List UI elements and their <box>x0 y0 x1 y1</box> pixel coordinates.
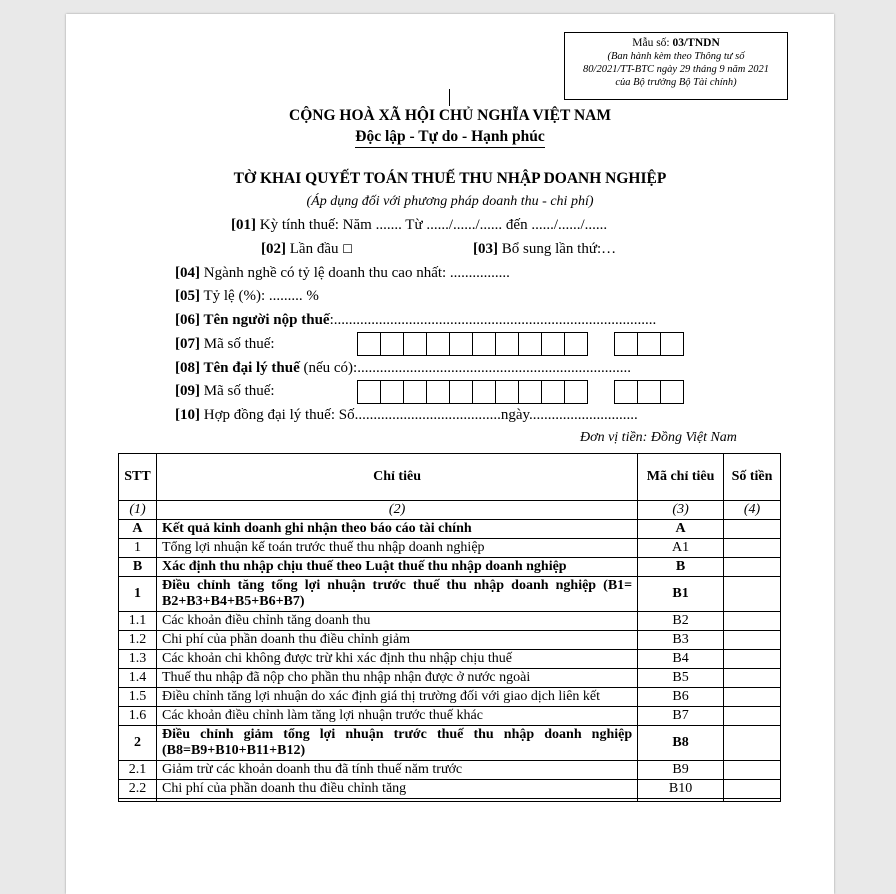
row-code: B <box>638 558 724 577</box>
text-cursor[interactable] <box>449 89 450 106</box>
header-indicator: Chỉ tiêu <box>156 454 637 501</box>
row-indicator: Xác định thu nhập chịu thuế theo Luật thuế thu nhập doanh nghiệp <box>156 558 637 577</box>
row-indicator <box>156 799 637 802</box>
table-row <box>119 612 781 631</box>
document-subtitle: (Áp dụng đối với phương pháp doanh thu - chi phí) <box>306 194 594 209</box>
row-indicator: Điều chỉnh tăng tổng lợi nhuận trước thuế thu nhập doanh nghiệp (B1= B2+B3+B4+B5+B6+B7) <box>156 577 637 612</box>
agent-tax-code-boxes-main[interactable] <box>358 380 588 404</box>
row-code: B4 <box>638 650 724 669</box>
field-06-taxpayer-name: [06] Tên người nộp thuế:...................................................................................... <box>175 312 657 328</box>
row-stt: 2.1 <box>119 761 157 780</box>
row-stt: 2.2 <box>119 780 157 799</box>
row-amount-input[interactable] <box>724 669 781 688</box>
field-03-supplement: [03] Bổ sung lần thứ:… <box>473 241 617 257</box>
table-row <box>119 650 781 669</box>
document-page <box>66 14 834 894</box>
document-title: TỜ KHAI QUYẾT TOÁN THUẾ THU NHẬP DOANH NGHIỆP <box>233 170 667 187</box>
table-numbering-row <box>119 501 781 520</box>
table-row <box>119 761 781 780</box>
field-07-tax-code: [07] Mã số thuế: <box>175 336 275 352</box>
numbering-stt: (1) <box>119 501 157 520</box>
row-amount-input[interactable] <box>724 688 781 707</box>
table-row <box>119 558 781 577</box>
table-row <box>119 631 781 650</box>
numbering-indicator: (2) <box>156 501 637 520</box>
row-amount-input[interactable] <box>724 612 781 631</box>
table-row <box>119 669 781 688</box>
row-code: B5 <box>638 669 724 688</box>
row-amount-input[interactable] <box>724 726 781 761</box>
row-code <box>638 799 724 802</box>
agent-tax-code-boxes-branch[interactable] <box>615 380 684 404</box>
field-01-tax-period: [01] Kỳ tính thuế: Năm ....... Từ ....../....../...... đến ....../....../...... <box>231 217 608 233</box>
row-code: A <box>638 520 724 539</box>
form-note-line-3: của Bộ trưởng Bộ Tài chính) <box>615 77 737 88</box>
row-indicator: Chi phí của phần doanh thu điều chỉnh tăng <box>156 780 637 799</box>
row-amount-input[interactable] <box>724 780 781 799</box>
tax-code-boxes-branch[interactable] <box>615 332 684 356</box>
header-amount: Số tiền <box>724 454 781 501</box>
row-stt: 1.6 <box>119 707 157 726</box>
row-code: B6 <box>638 688 724 707</box>
row-stt: 1 <box>119 539 157 558</box>
row-amount-input[interactable] <box>724 577 781 612</box>
row-indicator: Các khoản điều chỉnh làm tăng lợi nhuận trước thuế khác <box>156 707 637 726</box>
row-stt: B <box>119 558 157 577</box>
row-stt: 1.3 <box>119 650 157 669</box>
row-amount-input[interactable] <box>724 539 781 558</box>
numbering-code: (3) <box>638 501 724 520</box>
row-amount-input[interactable] <box>724 799 781 802</box>
table-row <box>119 539 781 558</box>
row-amount-input[interactable] <box>724 558 781 577</box>
row-amount-input[interactable] <box>724 761 781 780</box>
field-08-agent-name: [08] Tên đại lý thuế (nếu có):......................................................................... <box>175 360 631 376</box>
settlement-table <box>118 453 781 802</box>
currency-unit: Đơn vị tiền: Đồng Việt Nam <box>580 430 737 445</box>
row-stt: 1 <box>119 577 157 612</box>
header-code: Mã chỉ tiêu <box>638 454 724 501</box>
form-code-box <box>564 32 788 100</box>
first-time-checkbox[interactable]: ☐ <box>342 242 353 256</box>
table-row <box>119 707 781 726</box>
table-row <box>119 520 781 539</box>
tax-code-boxes-main[interactable] <box>358 332 588 356</box>
row-code: B3 <box>638 631 724 650</box>
form-code: Mẫu số: 03/TNDN <box>632 37 720 49</box>
row-stt: A <box>119 520 157 539</box>
row-amount-input[interactable] <box>724 650 781 669</box>
row-amount-input[interactable] <box>724 520 781 539</box>
row-code: A1 <box>638 539 724 558</box>
table-row <box>119 799 781 802</box>
numbering-amount: (4) <box>724 501 781 520</box>
row-code: B8 <box>638 726 724 761</box>
motto: Độc lập - Tự do - Hạnh phúc <box>66 128 834 146</box>
nation-heading: CỘNG HOÀ XÃ HỘI CHỦ NGHĨA VIỆT NAM <box>289 107 611 124</box>
row-stt: 1.4 <box>119 669 157 688</box>
row-stt: 1.5 <box>119 688 157 707</box>
form-note-line-2: 80/2021/TT-BTC ngày 29 tháng 9 năm 2021 <box>583 64 769 75</box>
row-code: B1 <box>638 577 724 612</box>
row-indicator: Giảm trừ các khoản doanh thu đã tính thuế năm trước <box>156 761 637 780</box>
field-09-agent-tax-code: [09] Mã số thuế: <box>175 383 275 399</box>
row-stt <box>119 799 157 802</box>
row-indicator: Điều chỉnh tăng lợi nhuận do xác định giá thị trường đối với giao dịch liên kết <box>156 688 637 707</box>
row-code: B9 <box>638 761 724 780</box>
table-row <box>119 726 781 761</box>
table-header-row <box>119 454 781 501</box>
row-stt: 1.2 <box>119 631 157 650</box>
row-code: B10 <box>638 780 724 799</box>
row-stt: 2 <box>119 726 157 761</box>
row-code: B2 <box>638 612 724 631</box>
table-row <box>119 780 781 799</box>
field-02-first-time: [02] Lần đầu ☐ <box>261 241 353 257</box>
table-row <box>119 688 781 707</box>
row-indicator: Điều chỉnh giảm tổng lợi nhuận trước thuế thu nhập doanh nghiệp (B8=B9+B10+B11+B12) <box>156 726 637 761</box>
field-04-industry: [04] Ngành nghề có tỷ lệ doanh thu cao nhất: ................ <box>175 265 510 281</box>
row-indicator: Chi phí của phần doanh thu điều chỉnh giảm <box>156 631 637 650</box>
row-indicator: Kết quả kinh doanh ghi nhận theo báo cáo tài chính <box>156 520 637 539</box>
row-indicator: Thuế thu nhập đã nộp cho phần thu nhập nhận được ở nước ngoài <box>156 669 637 688</box>
row-amount-input[interactable] <box>724 707 781 726</box>
field-10-agent-contract: [10] Hợp đồng đại lý thuế: Số.......................................ngày............................. <box>175 407 638 423</box>
form-note-line-1: (Ban hành kèm theo Thông tư số <box>607 51 745 62</box>
row-indicator: Tổng lợi nhuận kế toán trước thuế thu nhập doanh nghiệp <box>156 539 637 558</box>
row-amount-input[interactable] <box>724 631 781 650</box>
row-indicator: Các khoản điều chỉnh tăng doanh thu <box>156 612 637 631</box>
table-row <box>119 577 781 612</box>
row-code: B7 <box>638 707 724 726</box>
header-stt: STT <box>119 454 157 501</box>
row-stt: 1.1 <box>119 612 157 631</box>
row-indicator: Các khoản chi không được trừ khi xác định thu nhập chịu thuế <box>156 650 637 669</box>
field-05-ratio: [05] Tỷ lệ (%): ......... % <box>175 288 319 304</box>
